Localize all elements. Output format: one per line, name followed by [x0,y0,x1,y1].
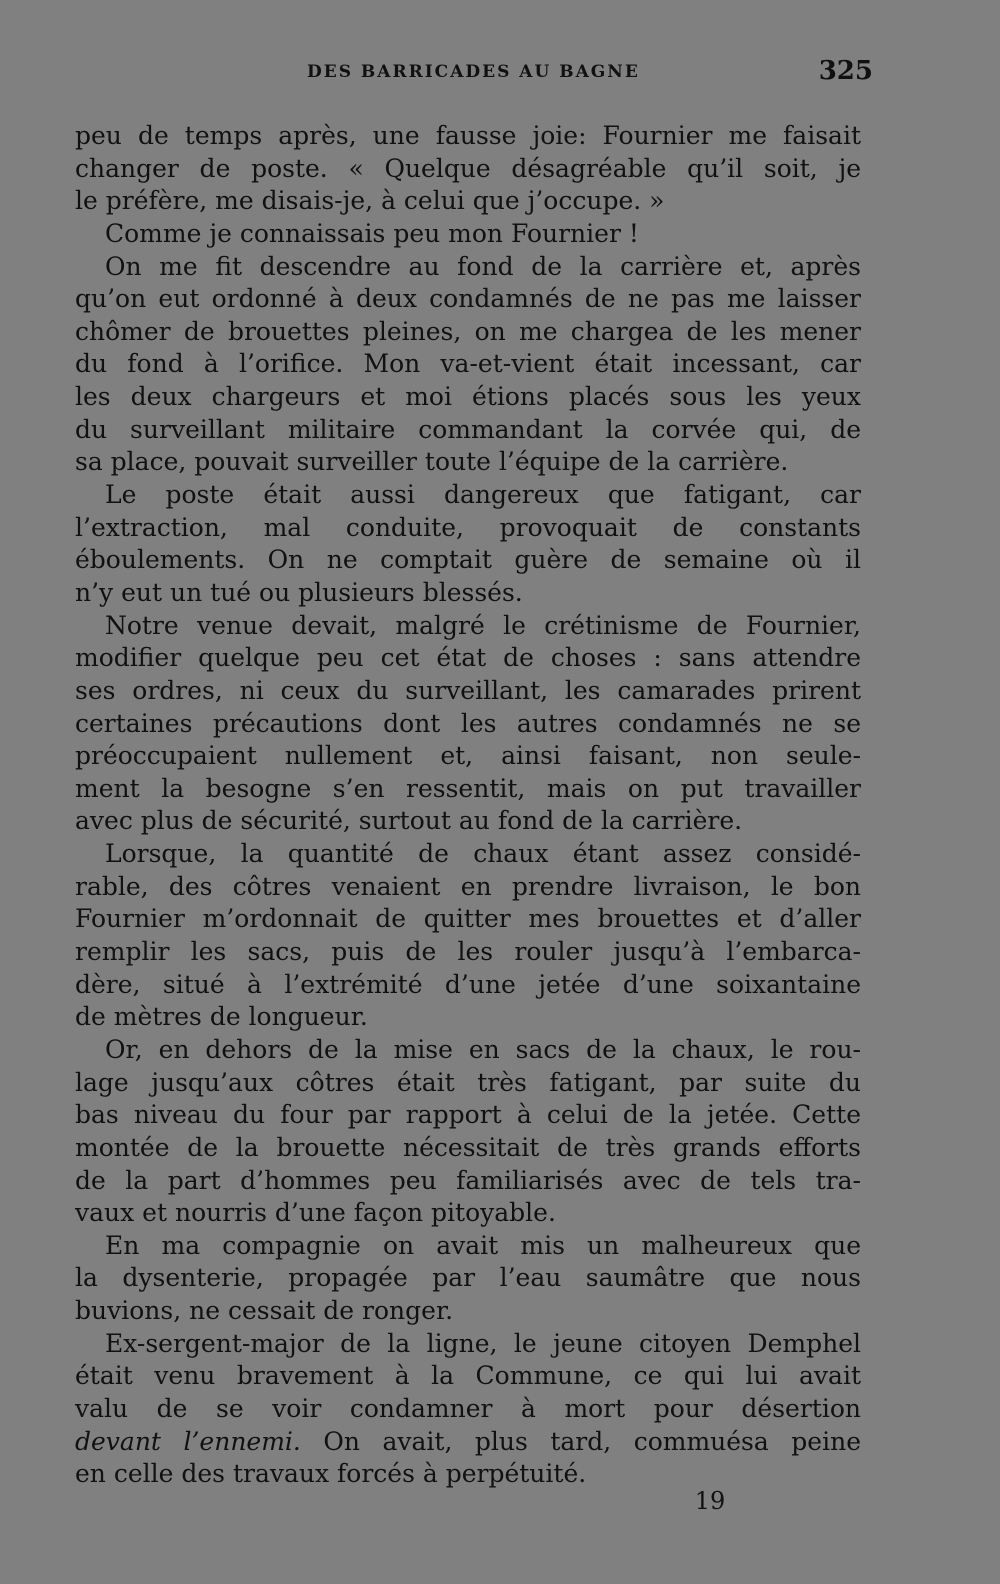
line-text: ses ordres, ni ceux du surveillant, les camarades prirent [75,675,861,705]
text-line [75,1197,861,1230]
line-text: de la part d’hommes peu familiarisés avec de tels tra- [75,1165,861,1195]
running-title: DES BARRICADES AU BAGNE [307,62,640,82]
line-text: la dysenterie, propagée par l’eau saumâtre que nous [75,1263,861,1293]
italic-phrase: devant l’ennemi. [75,1426,301,1456]
line-text: préoccupaient nullement et, ainsi faisant, non seule- [75,741,861,771]
line-text: sa place, pouvait surveiller toute l’équipe de la carrière. [75,447,789,477]
text-line [75,512,861,545]
text-line [75,1165,861,1198]
text-line [75,1360,861,1393]
line-text: éboulements. On ne comptait guère de semaine où il [75,545,861,575]
line-text: valu de se voir condamner à mort pour désertion [75,1393,861,1423]
body-text [75,120,861,1491]
line-text: n’y eut un tué ou plusieurs blessés. [75,577,523,607]
text-line [75,414,861,447]
text-line [75,675,861,708]
line-text: en celle des travaux forcés à perpétuité. [75,1459,587,1489]
text-line [75,610,861,643]
line-text: dère, situé à l’extrémité d’une jetée d’une soixantaine [75,969,861,999]
line-text: peu de temps après, une fausse joie: Fournier me faisait [75,121,861,150]
text-line [75,1393,861,1426]
line-text: Fournier m’ordonnait de quitter mes brouettes et d’aller [75,904,861,934]
line-text: Lorsque, la quantité de chaux étant assez considé- [105,839,861,869]
text-line [75,120,861,153]
line-text: le préfère, me disais-je, à celui que j’occupe. » [75,186,665,216]
text-line [75,773,861,806]
text-line [75,936,861,969]
line-text: du fond à l’orifice. Mon va-et-vient était incessant, car [75,349,861,379]
text-line [75,1458,861,1491]
text-line [75,740,861,773]
text-line [75,153,861,186]
page-number: 325 [818,56,873,86]
text-line [75,903,861,936]
text-line [75,218,861,251]
text-line [75,1426,861,1459]
line-text: du surveillant militaire commandant la corvée qui, de [75,414,861,444]
text-line [75,1067,861,1100]
text-line [75,1328,861,1361]
text-line [75,1099,861,1132]
signature-mark: 19 [694,1487,726,1515]
text-line [75,479,861,512]
text-line [75,805,861,838]
running-head [75,58,873,94]
line-text: ment la besogne s’en ressentit, mais on put travailler [75,773,861,803]
line-text: On me fit descendre au fond de la carrière et, après [105,251,861,281]
line-text: rable, des côtres venaient en prendre livraison, le bon [75,871,861,901]
line-text: de mètres de longueur. [75,1002,368,1032]
text-line [75,446,861,479]
line-text: En ma compagnie on avait mis un malheureux que [105,1230,861,1260]
line-text: bas niveau du four par rapport à celui de la jetée. Cette [75,1100,861,1130]
text-line [75,348,861,381]
line-text: était venu bravement à la Commune, ce qui lui avait [75,1361,861,1391]
line-text: Notre venue devait, malgré le crétinisme de Fournier, [105,610,861,640]
line-text: modifier quelque peu cet état de choses : sans attendre [75,643,861,673]
text-line [75,381,861,414]
text-line [75,969,861,1002]
line-text: l’extraction, mal conduite, provoquait de constants [75,512,861,542]
line-text: les deux chargeurs et moi étions placés sous les yeux [75,382,861,412]
line-text: remplir les sacs, puis de les rouler jusqu’à l’embarca- [75,937,861,967]
text-line [75,283,861,316]
line-text: Comme je connaissais peu mon Fournier ! [105,218,639,248]
line-text: Or, en dehors de la mise en sacs de la chaux, le rou- [105,1034,861,1064]
line-text: buvions, ne cessait de ronger. [75,1296,454,1326]
line-text: Ex-sergent-major de la ligne, le jeune citoyen Demphel [105,1328,861,1358]
line-text: changer de poste. « Quelque désagréable qu’il soit, je [75,153,861,183]
text-line [75,871,861,904]
text-line [75,251,861,284]
line-text: montée de la brouette nécessitait de très grands efforts [75,1132,861,1162]
text-line [75,577,861,610]
line-text: vaux et nourris d’une façon pitoyable. [75,1198,556,1228]
text-line [75,1132,861,1165]
text-line [75,316,861,349]
text-line [75,1295,861,1328]
text-line [75,185,861,218]
line-text: Le poste était aussi dangereux que fatigant, car [105,480,861,510]
text-line [75,838,861,871]
line-text: avec plus de sécurité, surtout au fond de la carrière. [75,806,743,836]
line-text: certaines précautions dont les autres condamnés ne se [75,708,861,738]
text-line [75,544,861,577]
text-line [75,1034,861,1067]
line-text: chômer de brouettes pleines, on me chargea de les mener [75,316,861,346]
text-line [75,708,861,741]
text-line [75,1001,861,1034]
line-text: qu’on eut ordonné à deux condamnés de ne pas me laisser [75,284,861,314]
line-text: lage jusqu’aux côtres était très fatigant, par suite du [75,1067,861,1097]
text-line [75,1262,861,1295]
line-text: On avait, plus tard, commuésa peine [300,1426,861,1456]
text-line [75,1230,861,1263]
text-line [75,642,861,675]
